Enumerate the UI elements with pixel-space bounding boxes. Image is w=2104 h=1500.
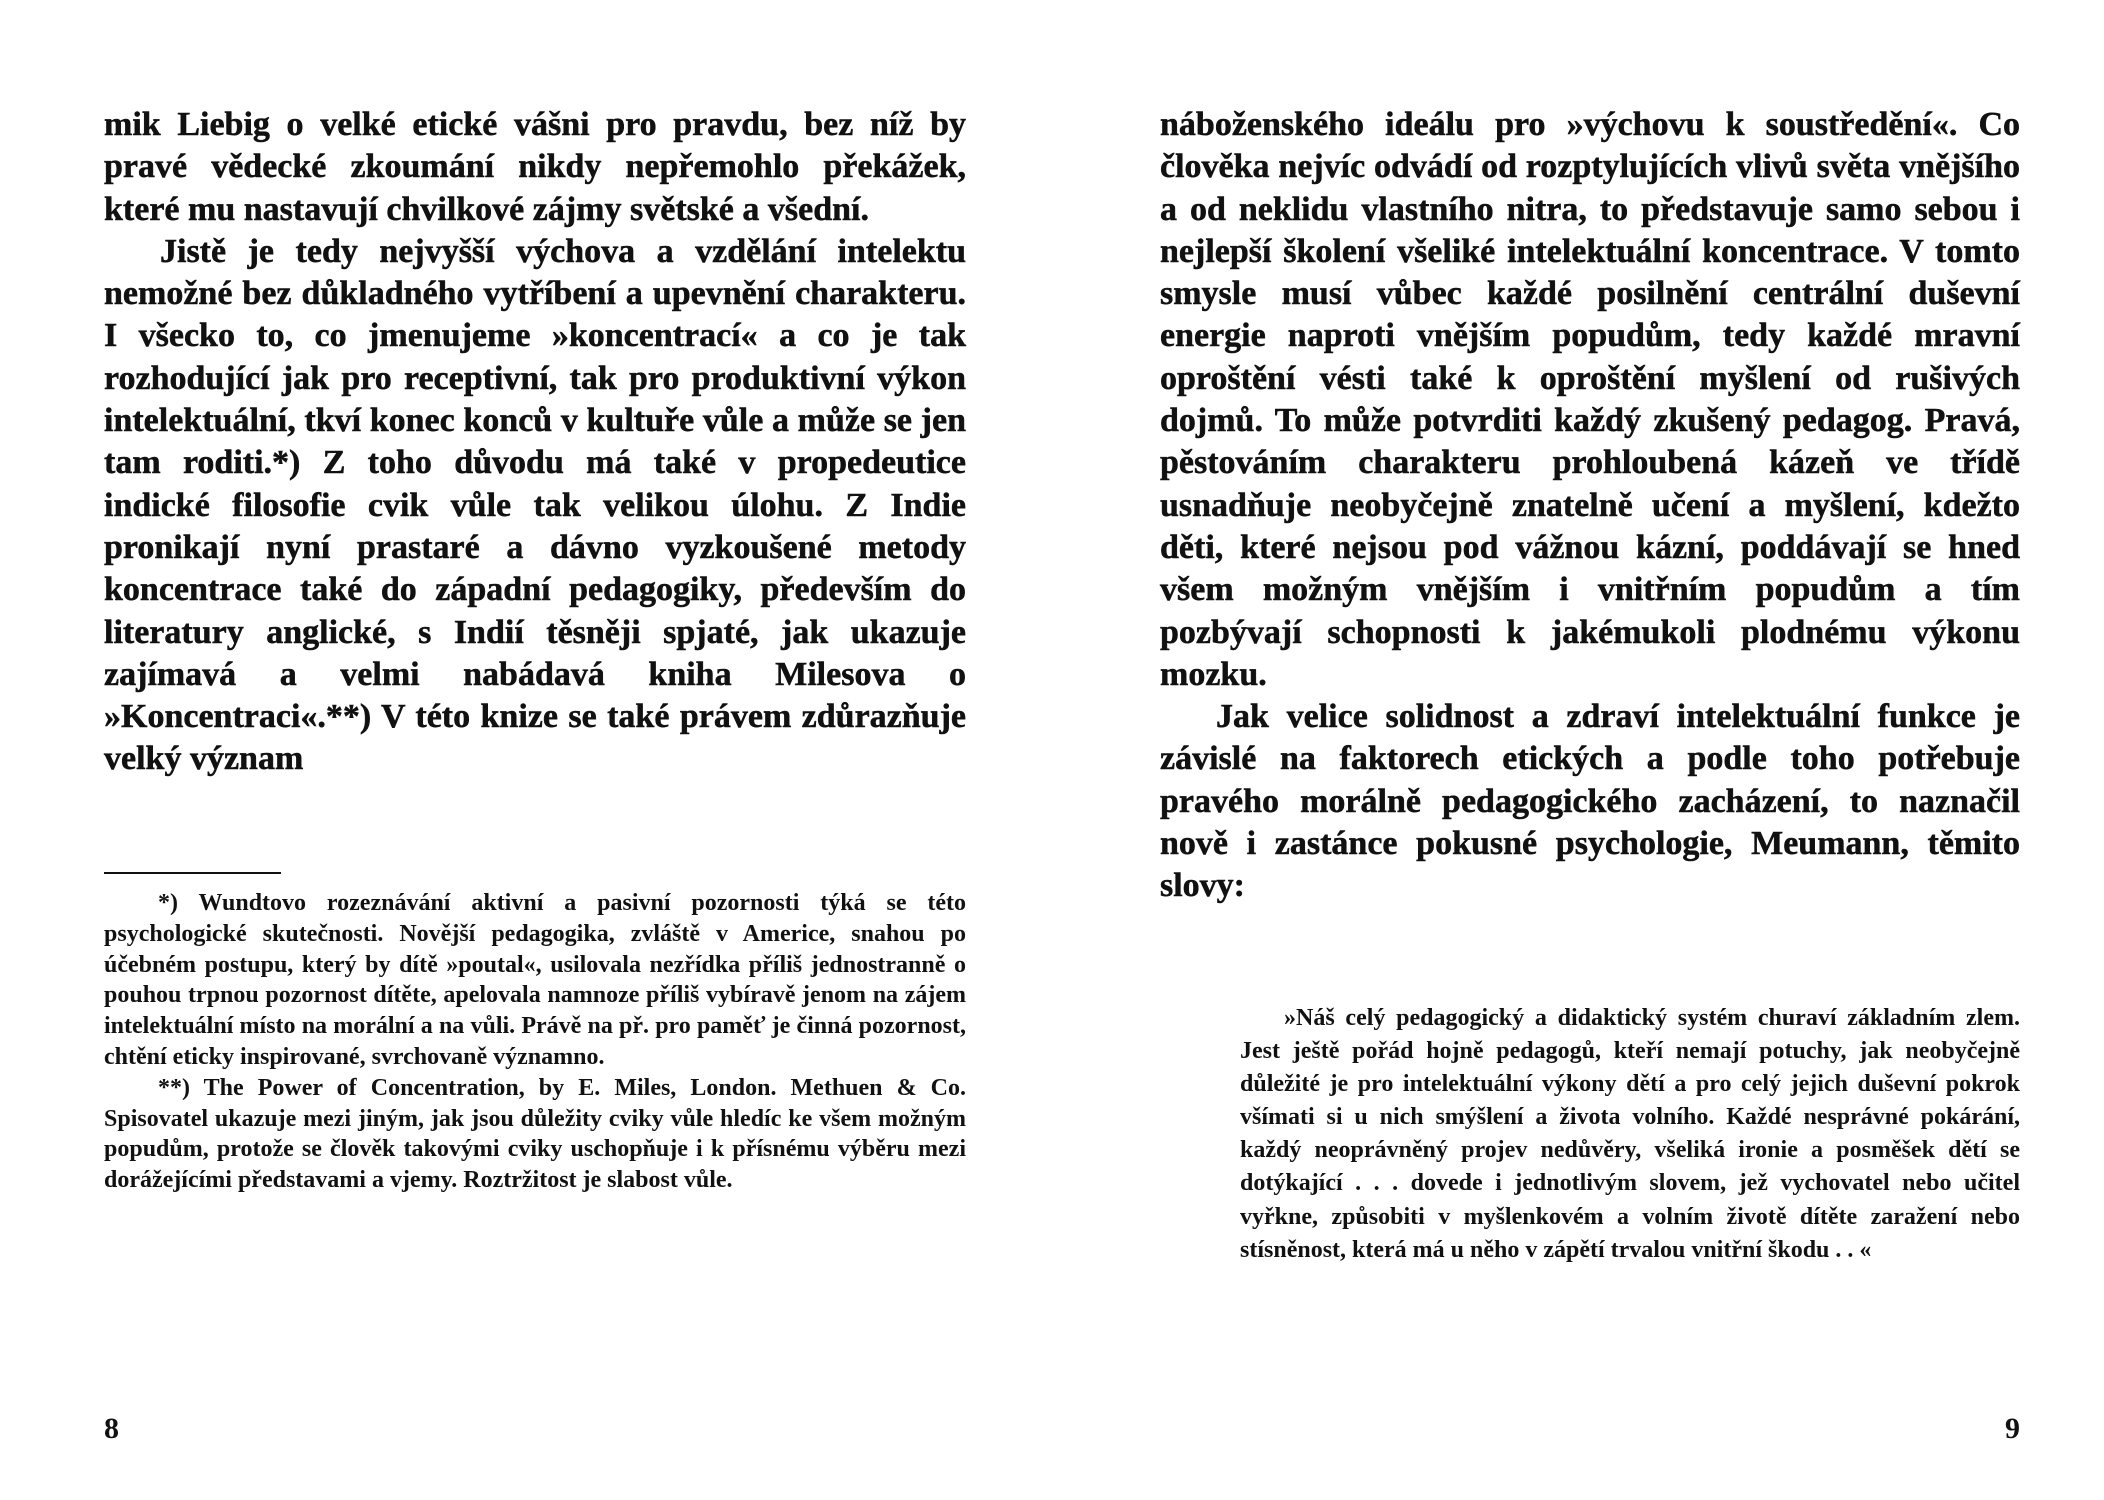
page-number-right: 9 (2005, 1412, 2020, 1445)
left-paragraph-2: Jistě je tedy nejvyšší výchova a vzdělání intelektu nemožné bez důkladného vytříbení a upevnění charakteru. I všecko to, co jmenujeme »koncentrací« a co je tak rozhodující jak pro receptivní, tak pro produktivní výkon intelektuální, tkví konec konců v kultuře vůle a může se jen tam roditi.*) Z toho důvodu má také v propedeutice indické filosofie cvik vůle tak velikou úlohu. Z Indie pronikají nyní prastaré a dávno vyzkoušené metody koncentrace také do západní pedagogiky, především do literatury anglické, s Indií těsněji spjaté, jak ukazuje zajímavá a velmi nabádavá kniha Milesova o »Koncentraci«.**) V této knize se také právem zdůrazňuje velký význam (104, 232, 966, 778)
footnote-divider (104, 872, 281, 874)
footnotes (104, 888, 966, 1196)
right-paragraph-1: náboženského ideálu pro »výchovu k soustředění«. Co člověka nejvíc odvádí od rozptylujících vlivů světa vnějšího a od neklidu vlastního nitra, to představuje samo sebou i nejlepší školení všeliké intelektuální koncentrace. V tomto smysle musí vůbec každé posilnění centrální duševní energie naproti vnějším popudům, tedy každé mravní oproštění vésti také k oproštění myšlení od rušivých dojmů. To může potvrditi každý zkušený pedagog. Pravá, pěstováním charakteru prohloubená kázeň ve třídě usnadňuje neobyčejně znatelně učení a myšlení, kdežto děti, které nejsou pod vážnou kázní, poddávají se hned všem možným vnějším i vnitřním popudům a tím pozbývají schopnosti k jakémukoli plodnému výkonu mozku. (1160, 106, 2020, 693)
right-paragraph-2: Jak velice solidnost a zdraví intelektuální funkce je závislé na faktorech etických a podle toho potřebuje pravého morálně pedagogického zacházení, to naznačil nově i zastánce pokusné psychologie, Meumann, těmito slovy: (1160, 698, 2020, 905)
footnote-1: *) Wundtovo rozeznávání aktivní a pasivní pozornosti týká se této psychologické skutečnosti. Novější pedagogika, zvláště v Americe, snahou po účebném postupu, který by dítě »poutal«, usilovala nezřídka příliš jednostranně o pouhou trpnou pozornost dítěte, apelovala namnoze příliš vybíravě jenom na zájem intelektuální místo na morální a na vůli. Právě na př. pro paměť je činná pozornost, chtění eticky inspirované, svrchovaně významno. (104, 890, 966, 1070)
right-page (1160, 0, 2020, 1500)
left-body-text (104, 104, 966, 781)
block-quote (1240, 1002, 2020, 1267)
page-number-left: 8 (104, 1412, 119, 1445)
left-paragraph-1: mik Liebig o velké etické vášni pro pravdu, bez níž by pravé vědecké zkoumání nikdy nepřemohlo překážek, které mu nastavují chvilkové zájmy světské a všední. (104, 106, 966, 228)
right-body-text (1160, 104, 2020, 908)
footnote-2: **) The Power of Concentration, by E. Miles, London. Methuen & Co. Spisovatel ukazuje mezi jiným, jak jsou důležity cviky vůle hledíc ke všem možným popudům, protože se člověk takovými cviky uschopňuje i k přísnému výběru mezi dorážejícími představami a vjemy. Roztržitost je slabost vůle. (104, 1074, 966, 1194)
quote-text: »Náš celý pedagogický a didaktický systém churaví základním zlem. Jest ještě pořád hojně pedagogů, kteří nemají potuchy, jak neobyčejně důležité je pro intelektuální výkony dětí a pro celý jejich duševní pokrok všímati si u nich smýšlení a života volního. Každé nesprávné pokárání, každý neoprávněný projev nedůvěry, všeliká ironie a posměšek dětí se dotýkající . . . dovede i jednotlivým slovem, jež vychovatel nebo učitel vyřkne, způsobiti v myšlenkovém a volním životě dítěte zaražení nebo stísněnost, která má u něho v zápětí trvalou vnitřní škodu . . « (1240, 1005, 2020, 1263)
left-page (104, 0, 966, 1500)
